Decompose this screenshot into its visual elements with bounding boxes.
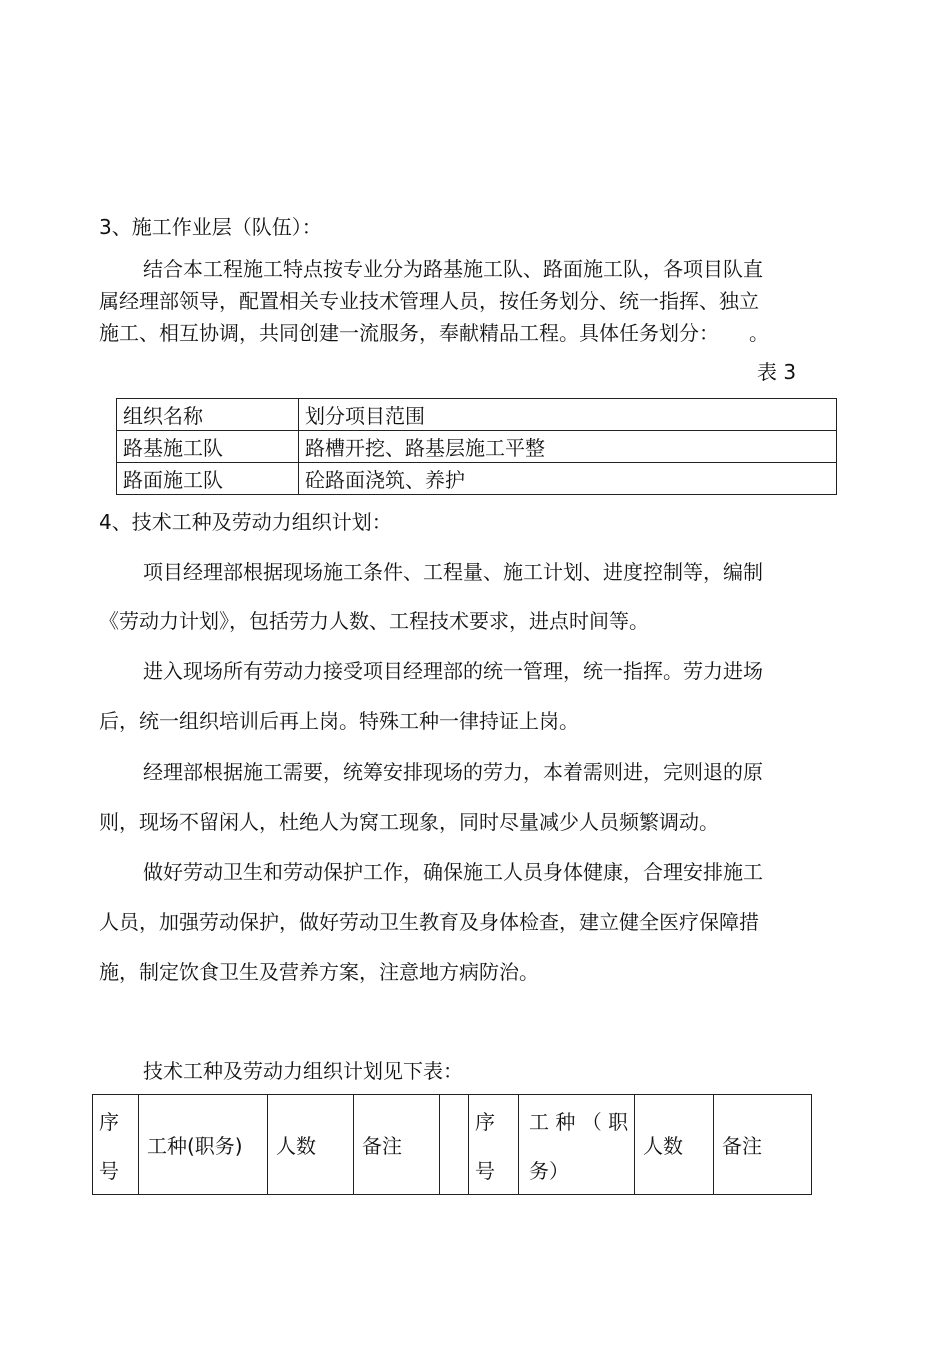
seq-header-cell [93, 1095, 139, 1195]
paragraph-line: 进入现场所有劳动力接受项目经理部的统一管理，统一指挥。劳力进场 [143, 659, 763, 683]
count-header-cell-2: 人数 [635, 1095, 714, 1195]
job-header-top: 工 种 （ 职 [529, 1109, 629, 1134]
paragraph-line: 施，制定饮食卫生及营养方案，注意地方病防治。 [99, 960, 539, 984]
labor-plan-table [92, 1094, 812, 1195]
table-cell: 路面施工队 [117, 463, 299, 495]
paragraph-line: 则，现场不留闲人，杜绝人为窝工现象，同时尽量减少人员频繁调动。 [99, 810, 719, 834]
labor-table-intro: 技术工种及劳动力组织计划见下表： [143, 1059, 463, 1083]
count-header-cell: 人数 [268, 1095, 354, 1195]
job-header-bottom: 务） [529, 1158, 569, 1183]
paragraph-line: 《劳动力计划》，包括劳力人数、工程技术要求，进点时间等。 [99, 609, 649, 633]
note-header-cell-2: 备注 [714, 1095, 812, 1195]
table-row [117, 463, 837, 495]
table3-caption: 表 3 [757, 360, 797, 384]
section3-heading: 3、施工作业层（队伍）： [99, 215, 322, 239]
paragraph-line: 项目经理部根据现场施工条件、工程量、施工计划、进度控制等，编制 [143, 560, 763, 584]
seq-header-bottom: 号 [99, 1158, 119, 1183]
paragraph-line: 人员，加强劳动保护，做好劳动卫生教育及身体检查，建立健全医疗保障措 [99, 910, 759, 934]
spacer-cell [440, 1095, 469, 1195]
paragraph-line: 后，统一组织培训后再上岗。特殊工种一律持证上岗。 [99, 709, 579, 733]
table-row [117, 399, 837, 431]
seq-header-bottom: 号 [475, 1158, 495, 1183]
table-row [93, 1095, 812, 1195]
seq-header-cell-2 [469, 1095, 519, 1195]
seq-header-top: 序 [99, 1109, 119, 1134]
section3-line-3: 施工、相互协调，共同创建一流服务，奉献精品工程。具体任务划分： 。 [99, 321, 769, 345]
paragraph-line: 经理部根据施工需要，统筹安排现场的劳力，本着需则进，完则退的原 [143, 760, 763, 784]
section3-line-2: 属经理部领导，配置相关专业技术管理人员，按任务划分、统一指挥、独立 [99, 289, 759, 313]
table-cell: 砼路面浇筑、养护 [299, 463, 837, 495]
table-row [117, 431, 837, 463]
table-header-cell: 划分项目范围 [299, 399, 837, 431]
table-header-cell: 组织名称 [117, 399, 299, 431]
job-header-cell: 工种(职务) [139, 1095, 268, 1195]
section3-line-1: 结合本工程施工特点按专业分为路基施工队、路面施工队，各项目队直 [143, 257, 763, 281]
task-division-table [116, 398, 837, 495]
table-cell: 路槽开挖、路基层施工平整 [299, 431, 837, 463]
seq-header-top: 序 [475, 1109, 495, 1134]
section4-heading: 4、技术工种及劳动力组织计划： [99, 510, 392, 534]
paragraph-line: 做好劳动卫生和劳动保护工作，确保施工人员身体健康，合理安排施工 [143, 860, 763, 884]
table-cell: 路基施工队 [117, 431, 299, 463]
note-header-cell: 备注 [354, 1095, 440, 1195]
job-header-cell-2 [519, 1095, 635, 1195]
